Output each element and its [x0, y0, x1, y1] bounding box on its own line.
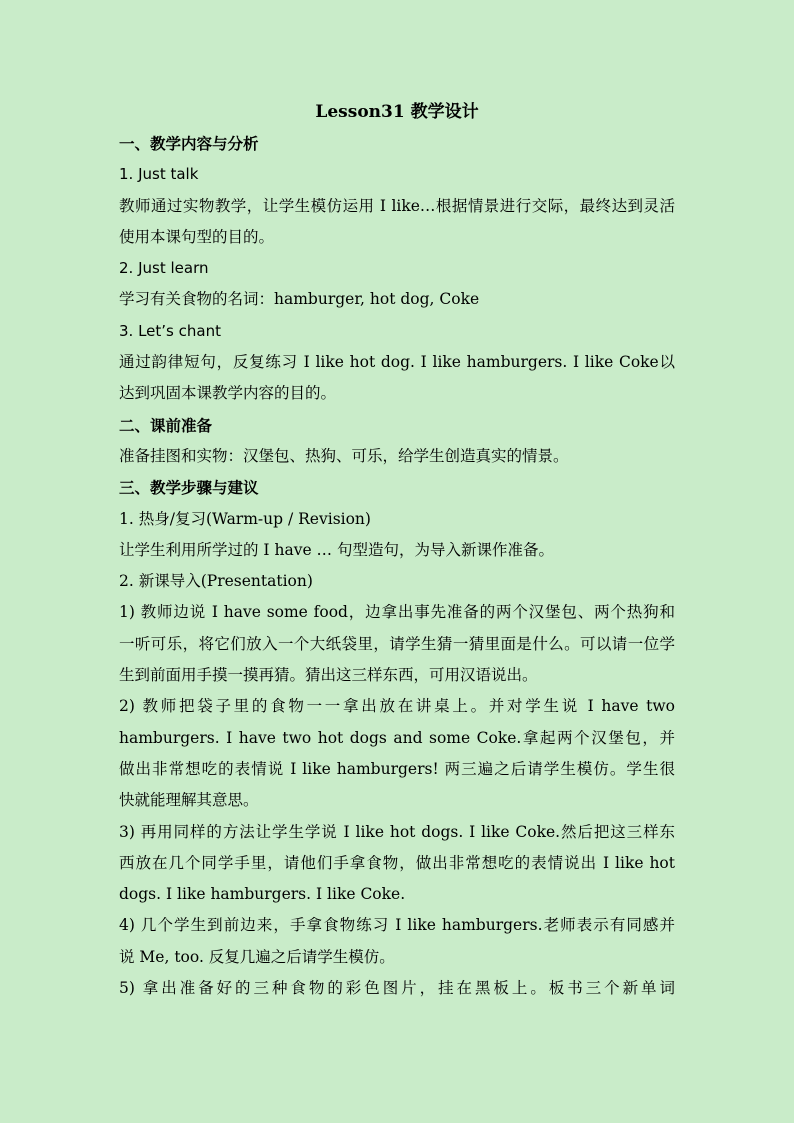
text-line: 1. Just talk	[119, 165, 199, 184]
text-line: 准备挂图和实物：汉堡包、热狗、可乐，给学生创造真实的情景。	[119, 446, 569, 465]
text-line: 1. 热身/复习(Warm-up / Revision)	[119, 509, 371, 528]
text-line: 达到巩固本课教学内容的目的。	[119, 384, 337, 403]
text-line: 3) 再用同样的方法让学生学说 I like hot dogs. I like Coke.然后把这三样东	[119, 822, 675, 841]
text-line: 学习有关食物的名词：hamburger, hot dog, Coke	[119, 290, 480, 309]
text-line: dogs. I like hamburgers. I like Coke.	[119, 885, 406, 904]
text-line: 2. 新课导入(Presentation)	[119, 572, 313, 591]
document-page	[119, 96, 675, 1004]
text-line: 快就能理解其意思。	[119, 791, 259, 810]
text-line: 5) 拿出准备好的三种食物的彩色图片，挂在黑板上。板书三个新单词	[119, 979, 675, 998]
text-line: 1) 教师边说 I have some food，边拿出事先准备的两个汉堡包、两个热狗和	[119, 603, 675, 622]
text-line: 说 Me, too. 反复几遍之后请学生模仿。	[119, 947, 395, 966]
text-line: 3. Let’s chant	[119, 321, 221, 340]
text-line: hamburgers. I have two hot dogs and some Coke.拿起两个汉堡包，并	[119, 728, 675, 747]
text-line: 通过韵律短句，反复练习 I like hot dog. I like hamburgers. I like Coke以	[119, 353, 675, 372]
text-line: 生到前面用手摸一摸再猜。猜出这三样东西，可用汉语说出。	[119, 666, 538, 685]
text-line: 使用本课句型的目的。	[119, 227, 275, 246]
text-line: 做出非常想吃的表情说 I like hamburgers! 两三遍之后请学生模仿。学生很	[119, 759, 675, 778]
section-heading: 二、课前准备	[119, 415, 213, 435]
text-line: 一听可乐，将它们放入一个大纸袋里，请学生猜一猜里面是什么。可以请一位学	[119, 634, 675, 653]
section-heading: 一、教学内容与分析	[119, 134, 259, 153]
document-body	[119, 128, 675, 1004]
text-line: 西放在几个同学手里，请他们手拿食物，做出非常想吃的表情说出 I like hot	[119, 853, 675, 872]
text-line: 4) 几个学生到前边来，手拿食物练习 I like hamburgers.老师表示有同感并	[119, 916, 675, 935]
text-line: 2. Just learn	[119, 259, 209, 278]
section-heading: 三、教学步骤与建议	[119, 478, 259, 498]
text-line: 让学生利用所学过的 I have … 句型造句，为导入新课作准备。	[119, 540, 554, 559]
text-line: 教师通过实物教学，让学生模仿运用 I like…根据情景进行交际，最终达到灵活	[119, 196, 675, 215]
document-title: Lesson31 教学设计	[315, 102, 479, 122]
text-line: 2) 教师把袋子里的食物一一拿出放在讲桌上。并对学生说 I have two	[119, 697, 675, 716]
